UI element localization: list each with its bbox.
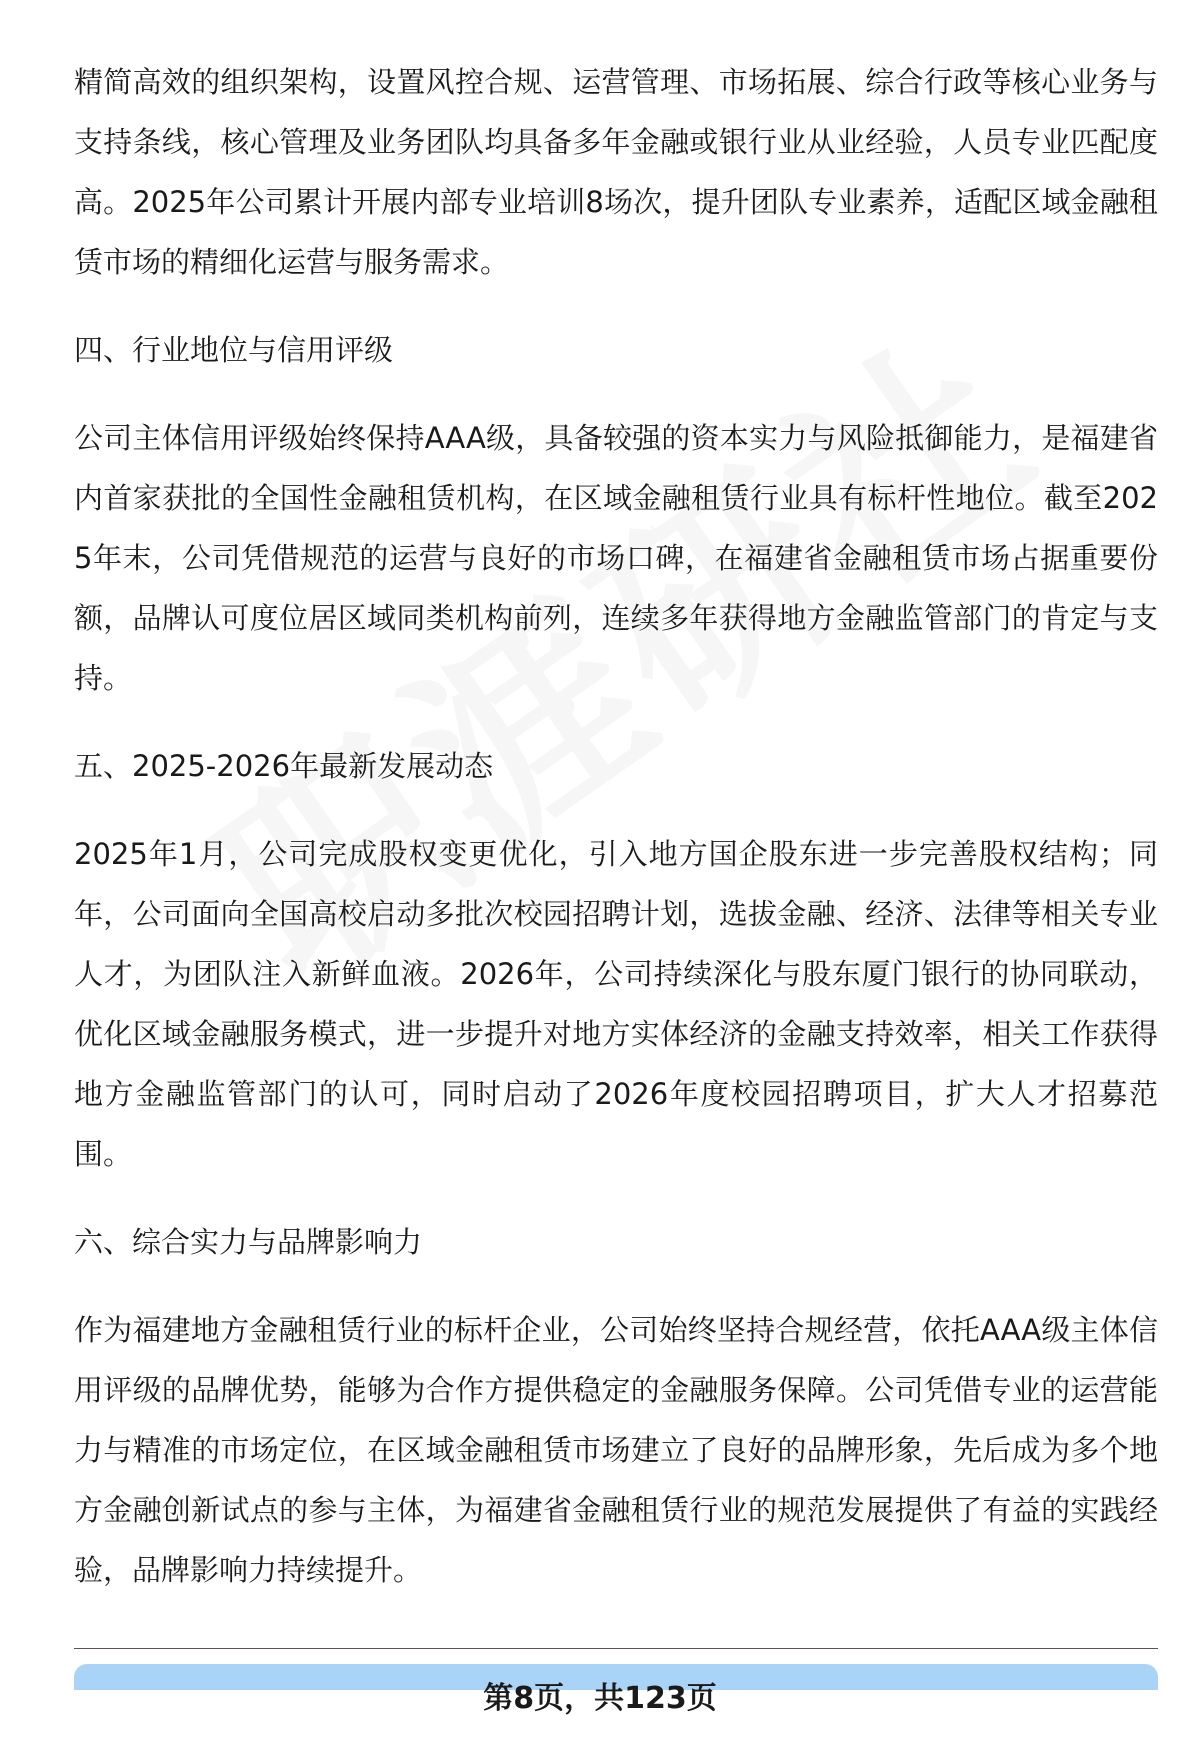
section-heading-4: 四、行业地位与信用评级 xyxy=(74,333,394,367)
section-heading-6: 六、综合实力与品牌影响力 xyxy=(74,1225,423,1259)
page-number: 第8页，共123页 xyxy=(483,1681,717,1716)
footer-divider xyxy=(74,1648,1158,1649)
document-body xyxy=(74,52,1158,1600)
paragraph-section-6: 作为福建地方金融租赁行业的标杆企业，公司始终坚持合规经营，依托AAA级主体信用评级的品牌优势，能够为合作方提供稳定的金融服务保障。公司凭借专业的运营能力与精准的市场定位，在区域金融租赁市场建立了良好的品牌形象，先后成为多个地方金融创新试点的参与主体，为福建省金融租赁行业的规范发展提供了有益的实践经验，品牌影响力持续提升。 xyxy=(74,1313,1158,1587)
section-heading-5: 五、2025-2026年最新发展动态 xyxy=(74,749,494,783)
paragraph-intro: 精简高效的组织架构，设置风控合规、运营管理、市场拓展、综合行政等核心业务与支持条线，核心管理及业务团队均具备多年金融或银行业从业经验，人员专业匹配度高。2025年公司累计开展内部专业培训8场次，提升团队专业素养，适配区域金融租赁市场的精细化运营与服务需求。 xyxy=(74,65,1158,279)
paragraph-section-5: 2025年1月，公司完成股权变更优化，引入地方国企股东进一步完善股权结构；同年，公司面向全国高校启动多批次校园招聘计划，选拔金融、经济、法律等相关专业人才，为团队注入新鲜血液。2026年，公司持续深化与股东厦门银行的协同联动，优化区域金融服务模式，进一步提升对地方实体经济的金融支持效率，相关工作获得地方金融监管部门的认可，同时启动了2026年度校园招聘项目，扩大人才招募范围。 xyxy=(74,837,1158,1171)
paragraph-section-4: 公司主体信用评级始终保持AAA级，具备较强的资本实力与风险抵御能力，是福建省内首家获批的全国性金融租赁机构，在区域金融租赁行业具有标杆性地位。截至2025年末，公司凭借规范的运营与良好的市场口碑，在福建省金融租赁市场占据重要份额，品牌认可度位居区域同类机构前列，连续多年获得地方金融监管部门的肯定与支持。 xyxy=(74,421,1158,695)
